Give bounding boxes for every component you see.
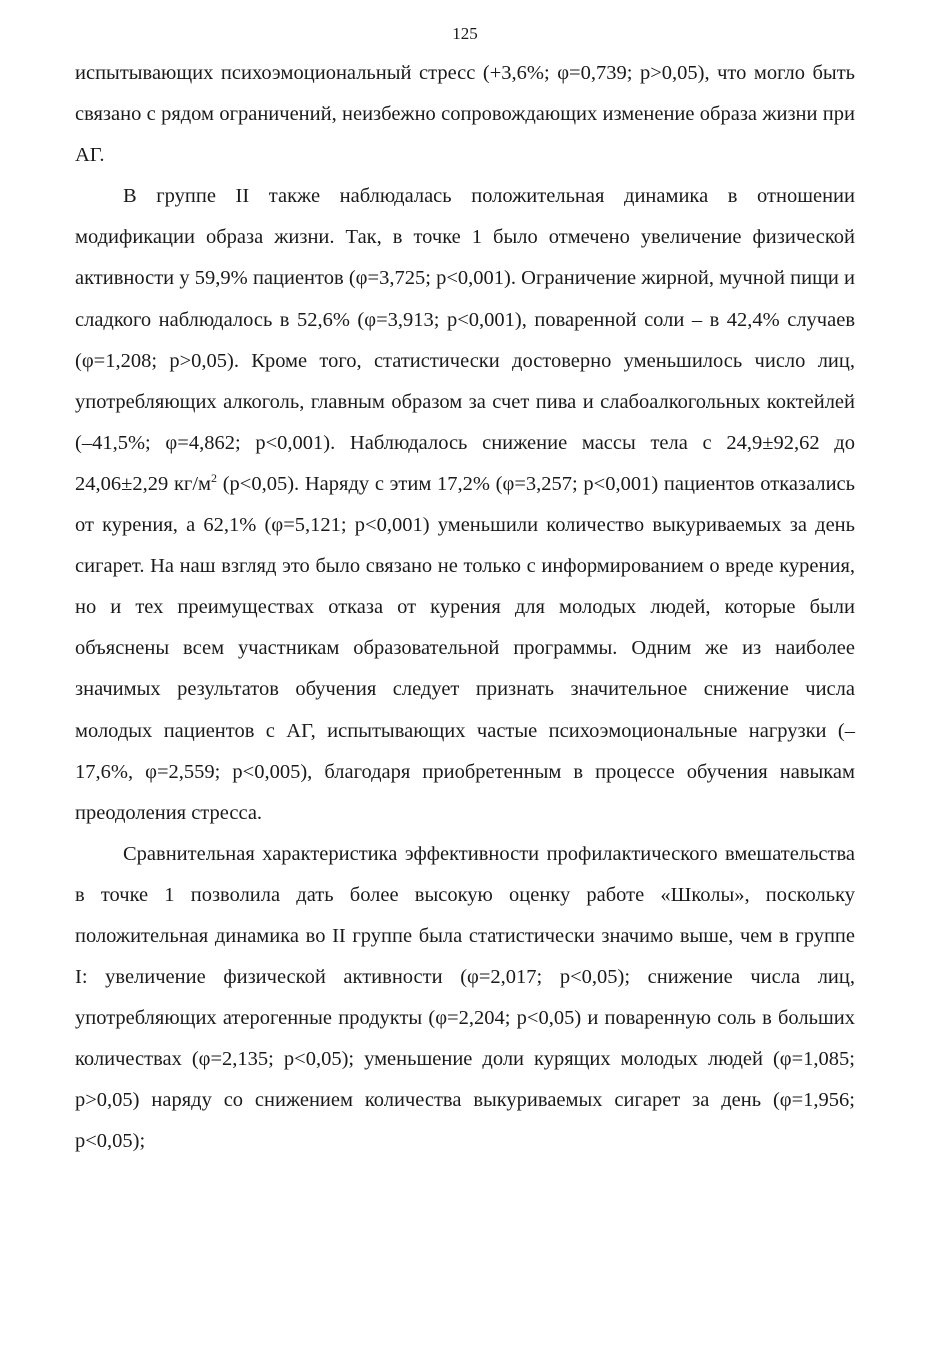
paragraph-1: испытывающих психоэмоциональный стресс (+3,6%; φ=0,739; p>0,05), что могло быть связано с рядом ограничений, неизбежно сопровождающих изменение образа жизни при АГ.: [75, 62, 855, 167]
page-number: 125: [452, 24, 478, 43]
paragraph-2-part-1: В группе II также наблюдалась положительная динамика в отношении модификации образа жизни. Так, в точке 1 было отмечено увеличение физической активности у 59,9% пациентов (φ=3,725; p<0,001). Ограничение жирной, мучной пищи и сладкого наблюдалось в 52,6% (φ=3,913; p<0,001), поваренной соли – в 42,4% случаев (φ=1,208; p>0,05). Кроме того, статистически достоверно уменьшилось число лиц, употребляющих алкоголь, главным образом за счет пива и слабоалкогольных коктейлей (–41,5%; φ=4,862; p<0,001). Наблюдалось снижение массы тела с 24,9±92,62 до 24,06±2,29 кг/м: [75, 185, 855, 495]
paragraph-3: Сравнительная характеристика эффективности профилактического вмешательства в точке 1 позволила дать более высокую оценку работе «Школы», поскольку положительная динамика во II группе была статистически значимо выше, чем в группе I: увеличение физической активности (φ=2,017; p<0,05); снижение числа лиц, употребляющих атерогенные продукты (φ=2,204; p<0,05) и поваренную соль в больших количествах (φ=2,135; p<0,05); уменьшение доли курящих молодых людей (φ=1,085; p>0,05) наряду со снижением количества выкуриваемых сигарет за день (φ=1,956; p<0,05);: [75, 842, 855, 1153]
paragraph-2-part-2: (p<0,05). Наряду с этим 17,2% (φ=3,257; p<0,001) пациентов отказались от курения, а 62,1% (φ=5,121; p<0,001) уменьшили количество выкуриваемых за день сигарет. На наш взгляд это было связано не только с информированием о вреде курения, но и тех преимуществах отказа от курения для молодых людей, которые были объяснены всем участникам образовательной программы. Одним же из наиболее значимых результатов обучения следует признать значительное снижение числа молодых пациентов с АГ, испытывающих частые психоэмоциональные нагрузки (–17,6%, φ=2,559; p<0,005), благодаря приобретенным в процессе обучения навыкам преодоления стресса.: [75, 472, 855, 824]
paragraph-2: [75, 176, 855, 834]
body-text: [75, 53, 855, 1163]
superscript-2: 2: [211, 471, 217, 486]
